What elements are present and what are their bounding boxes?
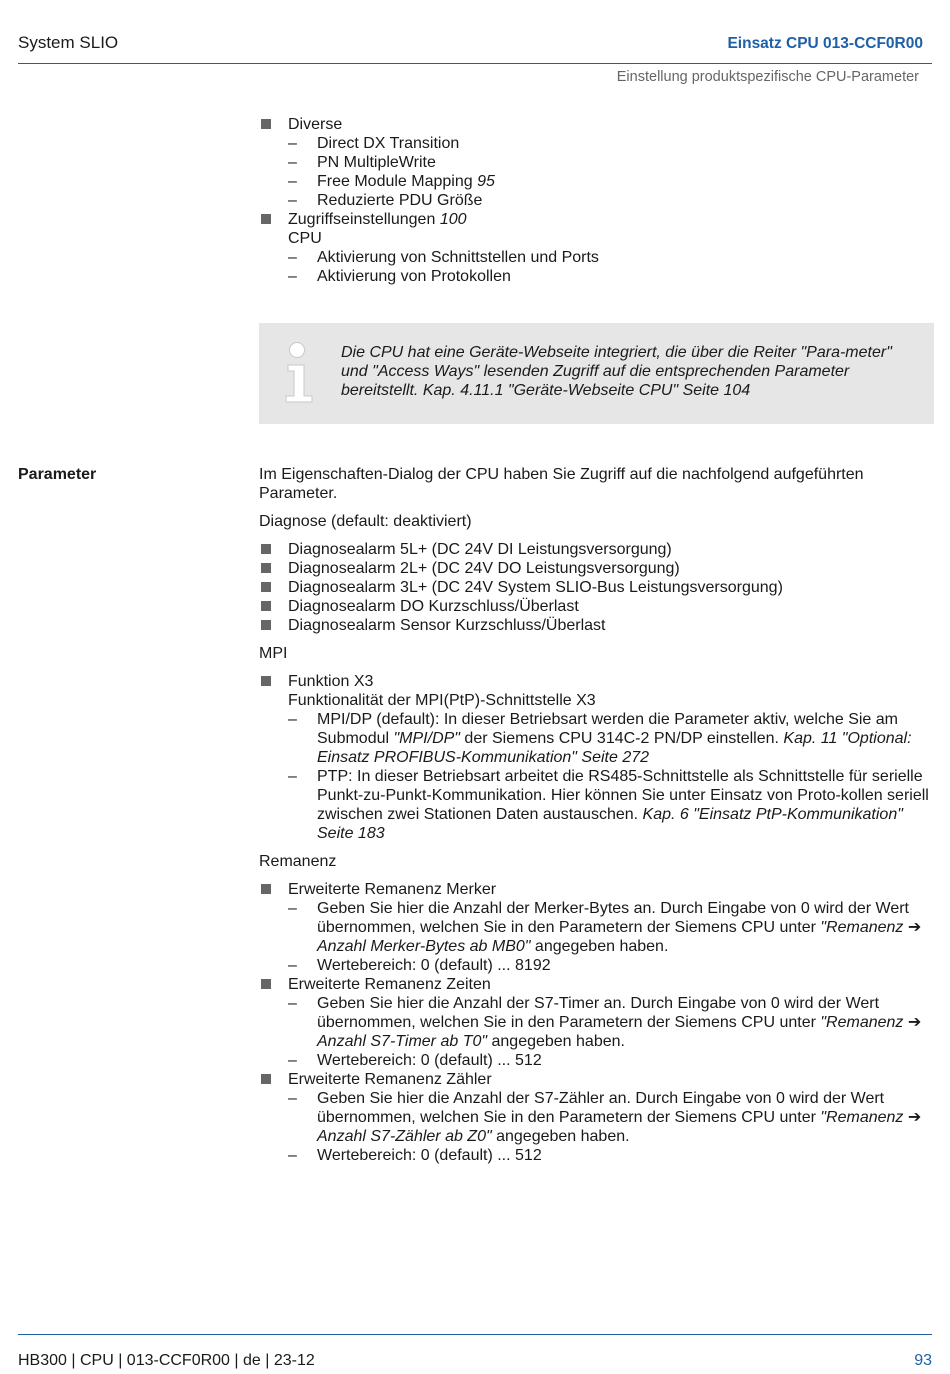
list-subitem: – Geben Sie hier die Anzahl der S7-Timer an. Durch Eingabe von 0 wird der Wert übernommen, welchen Sie in den Parametern der Siemens CPU unter "Remanenz ➔ Anzahl S7-Timer ab T0" angegeben haben. bbox=[288, 995, 922, 1050]
list-subitem: – Wertebereich: 0 (default) ... 8192 bbox=[288, 957, 551, 974]
dash-icon: – bbox=[288, 135, 297, 152]
dash-icon: – bbox=[288, 1147, 297, 1164]
list-item-diverse bbox=[259, 115, 934, 134]
dash-icon: – bbox=[288, 957, 297, 974]
header-chapter: Einsatz CPU 013-CCF0R00 bbox=[727, 35, 923, 52]
chapter-link-profibus[interactable]: Kap. 11 "Optional: Einsatz PROFIBUS-Kommunikation" Seite 272 bbox=[317, 730, 912, 766]
zugriff-sublabel: CPU bbox=[288, 230, 322, 247]
dash-icon: – bbox=[288, 192, 297, 209]
list-item: Diagnosealarm 3L+ (DC 24V System SLIO-Bus Leistungsversorgung) bbox=[259, 578, 934, 597]
top-list bbox=[259, 115, 934, 286]
page-ref-link[interactable]: 95 bbox=[477, 173, 495, 190]
dash-icon: – bbox=[288, 1090, 297, 1107]
diagnose-heading: Diagnose (default: deaktiviert) bbox=[259, 513, 472, 530]
funktion-x3-description: Funktionalität der MPI(PtP)-Schnittstelle X3 bbox=[288, 692, 596, 709]
list-subitem-ptp: – PTP: In dieser Betriebsart arbeitet die RS485-Schnittstelle als Schnittstelle für serielle Punkt-zu-Punkt-Kommunikation. Hier können Sie unter Einsatz von Proto-kollen seriell zwischen zwei Stationen Daten austauschen. Kap. 6 "Einsatz PtP-Kommunikation" Seite 183 bbox=[288, 768, 929, 842]
list-subitem-mpidp: – MPI/DP (default): In dieser Betriebsart werden die Parameter aktiv, welche Sie am Submodul "MPI/DP" der Siemens CPU 314C-2 PN/DP einstellen. Kap. 11 "Optional: Einsatz PROFIBUS-Kommunikation" Seite 272 bbox=[288, 711, 912, 766]
list-subitem: – Free Module Mapping 95 bbox=[288, 173, 495, 190]
list-subitem: – Reduzierte PDU Größe bbox=[288, 192, 483, 209]
dash-icon: – bbox=[288, 249, 297, 266]
list-subitem: – Wertebereich: 0 (default) ... 512 bbox=[288, 1147, 542, 1164]
dash-icon: – bbox=[288, 900, 297, 917]
dash-icon: – bbox=[288, 711, 297, 728]
dash-icon: – bbox=[288, 768, 297, 785]
page-ref-link[interactable]: 100 bbox=[439, 211, 467, 228]
footer-doc-id: HB300 | CPU | 013-CCF0R00 | de | 23-12 bbox=[18, 1352, 315, 1369]
dash-icon: – bbox=[288, 154, 297, 171]
list-subitem: – Wertebereich: 0 (default) ... 512 bbox=[288, 1052, 542, 1069]
dash-icon: – bbox=[288, 1052, 297, 1069]
list-item: Diagnosealarm DO Kurzschluss/Überlast bbox=[259, 597, 934, 616]
dash-icon: – bbox=[288, 268, 297, 285]
mpi-heading: MPI bbox=[259, 645, 288, 662]
list-subitem: – Direct DX Transition bbox=[288, 135, 460, 152]
dash-icon: – bbox=[288, 995, 297, 1012]
remanenz-heading: Remanenz bbox=[259, 853, 337, 870]
list-item-remanenz-zaehler: Erweiterte Remanenz Zähler bbox=[259, 1070, 934, 1089]
list-item-zugriff: Zugriffseinstellungen 100 bbox=[259, 210, 934, 229]
list-item-funktion-x3: Funktion X3 bbox=[259, 672, 934, 691]
note-chapter-link[interactable]: Kap. 4.11.1 "Geräte-Webseite CPU" Seite 104 bbox=[422, 382, 751, 399]
list-item: Diagnosealarm Sensor Kurzschluss/Überlast bbox=[259, 616, 934, 635]
list-item: Diagnosealarm 2L+ (DC 24V DO Leistungsversorgung) bbox=[259, 559, 934, 578]
list-subitem: – Aktivierung von Schnittstellen und Ports bbox=[288, 249, 599, 266]
arrow-right-icon: ➔ bbox=[907, 1014, 922, 1031]
footer-rule bbox=[18, 1334, 932, 1335]
arrow-right-icon: ➔ bbox=[907, 1109, 922, 1126]
dash-icon: – bbox=[288, 173, 297, 190]
list-item-remanenz-merker: Erweiterte Remanenz Merker bbox=[259, 880, 934, 899]
info-note bbox=[259, 323, 934, 424]
list-subitem: – Aktivierung von Protokollen bbox=[288, 268, 511, 285]
header-rule bbox=[18, 63, 932, 64]
parameter-intro: Im Eigenschaften-Dialog der CPU haben Sie Zugriff auf die nachfolgend aufgeführten Parameter. bbox=[259, 466, 864, 502]
list-subitem: – Geben Sie hier die Anzahl der Merker-Bytes an. Durch Eingabe von 0 wird der Wert übernommen, welchen Sie in den Parametern der Siemens CPU unter "Remanenz ➔ Anzahl Merker-Bytes ab MB0" angegeben haben. bbox=[288, 900, 922, 955]
parameter-section bbox=[259, 465, 934, 1165]
section-label-parameter: Parameter bbox=[18, 466, 97, 483]
page-number: 93 bbox=[914, 1352, 932, 1369]
chapter-link-ptp[interactable]: Kap. 6 "Einsatz PtP-Kommunikation" Seite 183 bbox=[317, 806, 903, 842]
list-subitem: – Geben Sie hier die Anzahl der S7-Zähler an. Durch Eingabe von 0 wird der Wert übernommen, welchen Sie in den Parametern der Siemens CPU unter "Remanenz ➔ Anzahl S7-Zähler ab Z0" angegeben haben. bbox=[288, 1090, 922, 1145]
header-section: Einstellung produktspezifische CPU-Parameter bbox=[616, 69, 919, 85]
list-subitem: – PN MultipleWrite bbox=[288, 154, 436, 171]
note-text: Die CPU hat eine Geräte-Webseite integriert, die über die Reiter "Para-meter" und "Access Ways" lesenden Zugriff auf die entsprechenden Parameter bereitstellt. Kap. 4.11.1 "Geräte-Webseite CPU" Seite 104 bbox=[341, 344, 892, 399]
arrow-right-icon: ➔ bbox=[907, 919, 922, 936]
header-product: System SLIO bbox=[18, 33, 119, 52]
list-item-remanenz-zeiten: Erweiterte Remanenz Zeiten bbox=[259, 975, 934, 994]
info-icon bbox=[283, 341, 317, 403]
diverse-label: Diverse bbox=[288, 116, 343, 133]
list-item: Diagnosealarm 5L+ (DC 24V DI Leistungsversorgung) bbox=[259, 540, 934, 559]
